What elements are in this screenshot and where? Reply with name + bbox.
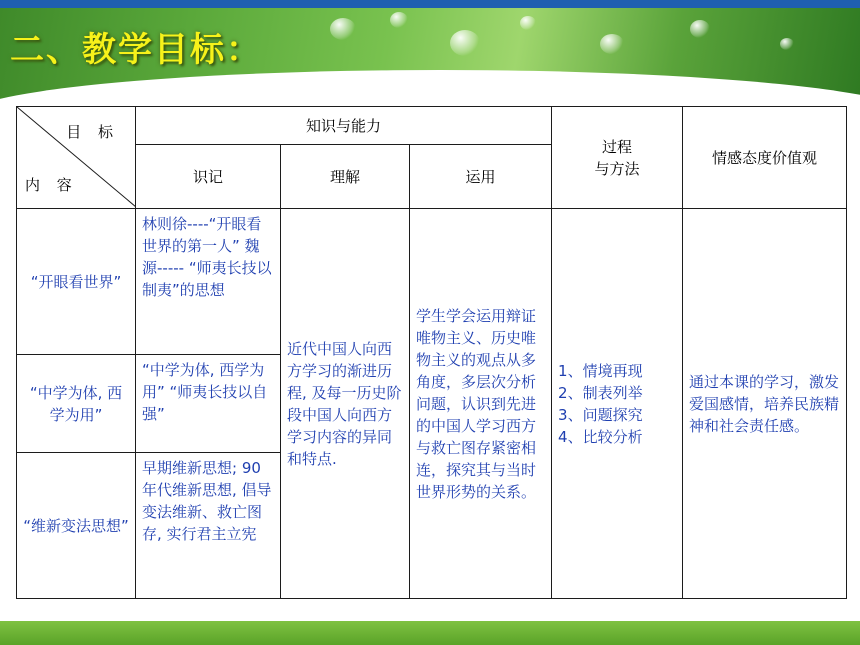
- header-knowledge-ability: 知识与能力: [136, 107, 552, 145]
- objectives-table: [16, 106, 847, 599]
- bottom-accent-bar: [0, 621, 860, 645]
- corner-label-content: 内 容: [25, 176, 78, 194]
- corner-header-cell: [17, 107, 136, 209]
- header-recall: 识记: [136, 145, 281, 209]
- corner-label-objective: 目 标: [66, 123, 119, 141]
- dewdrop-decoration: [330, 18, 356, 40]
- understand-cell: 近代中国人向西方学习的渐进历程, 及每一历史阶段中国人向西方学习内容的异同和特点.: [281, 209, 410, 599]
- header-process-method: 过程 与方法: [552, 107, 683, 209]
- header-apply: 运用: [410, 145, 552, 209]
- top-accent-bar: [0, 0, 860, 8]
- recall-cell-open-eyes: 林则徐----“开眼看世界的第一人” 魏源----- “师夷长技以制夷”的思想: [136, 209, 281, 355]
- dewdrop-decoration: [390, 12, 408, 28]
- content-cell-chinese-learning: “中学为体, 西学为用”: [17, 355, 136, 453]
- apply-cell: 学生学会运用辩证唯物主义、历史唯物主义的观点从多角度，多层次分析问题，认识到先进的中国人学习西方与救亡图存紧密相连，探究其与当时世界形势的关系。: [410, 209, 552, 599]
- dewdrop-decoration: [780, 38, 794, 50]
- header-understand: 理解: [281, 145, 410, 209]
- banner-curve: [0, 70, 860, 100]
- dewdrop-decoration: [450, 30, 480, 56]
- emotion-cell: 通过本课的学习，激发爱国感情，培养民族精神和社会责任感。: [683, 209, 847, 599]
- header-emotion-values: 情感态度价值观: [683, 107, 847, 209]
- content-cell-open-eyes: “开眼看世界”: [17, 209, 136, 355]
- content-cell-reform: “维新变法思想”: [17, 453, 136, 599]
- recall-cell-chinese-learning: “中学为体, 西学为用” “师夷长技以自强”: [136, 355, 281, 453]
- process-cell: 1、情境再现 2、制表列举 3、问题探究 4、比较分析: [552, 209, 683, 599]
- slide-title: 二、教学目标：: [10, 30, 262, 70]
- dewdrop-decoration: [690, 20, 710, 38]
- recall-cell-reform: 早期维新思想; 90年代维新思想, 倡导变法维新、救亡图存, 实行君主立宪: [136, 453, 281, 599]
- dewdrop-decoration: [600, 34, 624, 54]
- objectives-table-container: [16, 106, 848, 598]
- dewdrop-decoration: [520, 16, 536, 30]
